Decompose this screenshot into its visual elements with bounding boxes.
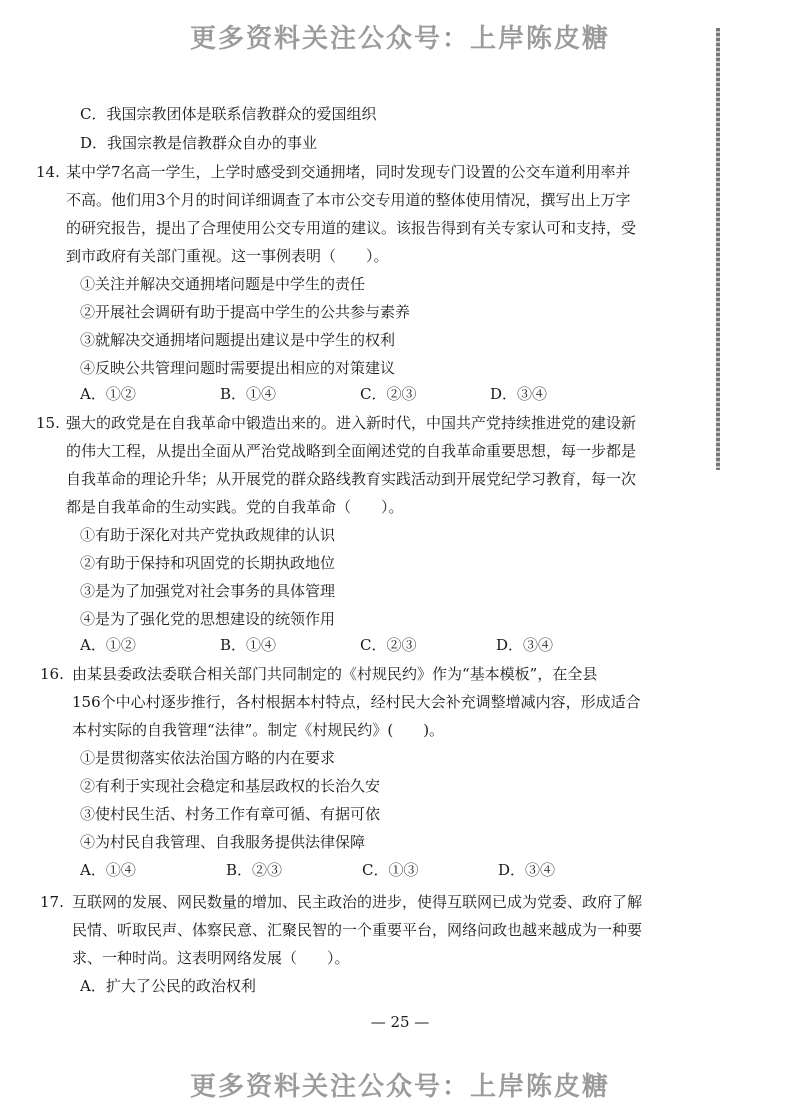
q14-option-c: C．②③ <box>360 385 417 403</box>
q14-statement-2: ②开展社会调研有助于提高中学生的公共参与素养 <box>80 303 411 321</box>
q16-option-b: B．②③ <box>226 861 283 879</box>
scan-edge-mark <box>716 28 720 470</box>
prev-option-c: C．我国宗教团体是联系信教群众的爱国组织 <box>80 105 377 123</box>
q14-statement-3: ③就解决交通拥堵问题提出建议是中学生的权利 <box>80 331 396 349</box>
q14-number: 14. <box>36 163 60 181</box>
watermark-bottom: 更多资料关注公众号：上岸陈皮糖 <box>189 1072 610 1102</box>
q14-statement-4: ④反映公共管理问题时需要提出相应的对策建议 <box>80 359 396 377</box>
q16-statement-3: ③使村民生活、村务工作有章可循、有据可依 <box>80 805 381 823</box>
q15-stem-line-2: 的伟大工程，从提出全面从严治党战略到全面阐述党的自我革命重要思想，每一步都是 <box>66 442 637 460</box>
q15-options <box>80 635 680 655</box>
q17-stem-line-2: 民情、听取民声、体察民意、汇聚民智的一个重要平台，网络问政也越来越成为一种要 <box>72 921 643 939</box>
q15-option-c: C．②③ <box>360 636 417 654</box>
q15-stem-line-4: 都是自我革命的生动实践。党的自我革命（ ）。 <box>66 498 404 516</box>
q16-option-c: C．①③ <box>362 861 419 879</box>
q17-stem-line-3: 求、一种时尚。这表明网络发展（ ）。 <box>72 949 350 967</box>
q15-stem-line-1: 强大的政党是在自我革命中锻造出来的。进入新时代，中国共产党持续推进党的建设新 <box>66 414 637 432</box>
q14-stem-line-4: 到市政府有关部门重视。这一事例表明（ ）。 <box>66 247 389 265</box>
prev-option-d: D．我国宗教是信教群众自办的事业 <box>80 134 318 152</box>
q16-option-d: D．③④ <box>498 861 556 879</box>
q16-options <box>80 860 680 880</box>
q15-statement-3: ③是为了加强党对社会事务的具体管理 <box>80 582 336 600</box>
q15-option-b: B．①④ <box>220 636 277 654</box>
q15-option-d: D．③④ <box>496 636 554 654</box>
q16-option-a: A．①④ <box>80 861 136 879</box>
q15-option-a: A．①② <box>80 636 136 654</box>
watermark-top: 更多资料关注公众号：上岸陈皮糖 <box>189 24 610 54</box>
q16-stem-line-1: 由某县委政法委联合相关部门共同制定的《村规民约》作为“基本模板”，在全县 <box>72 665 598 683</box>
q15-statement-1: ①有助于深化对共产党执政规律的认识 <box>80 526 336 544</box>
q14-stem-line-3: 的研究报告，提出了合理使用公交专用道的建议。该报告得到有关专家认可和支持，受 <box>66 219 637 237</box>
q14-option-d: D．③④ <box>490 385 548 403</box>
q14-options <box>80 384 680 404</box>
q16-statement-2: ②有利于实现社会稳定和基层政权的长治久安 <box>80 777 381 795</box>
q16-number: 16. <box>40 665 64 683</box>
q16-statement-1: ①是贯彻落实依法治国方略的内在要求 <box>80 749 336 767</box>
q15-number: 15. <box>36 414 60 432</box>
q16-stem-line-2: 156个中心村逐步推行，各村根据本村特点，经村民大会补充调整增减内容，形成适合 <box>72 693 641 711</box>
q15-statement-4: ④是为了强化党的思想建设的统领作用 <box>80 610 336 628</box>
q15-statement-2: ②有助于保持和巩固党的长期执政地位 <box>80 554 336 572</box>
q14-stem-line-1: 某中学7名高一学生，上学时感受到交通拥堵，同时发现专门设置的公交车道利用率并 <box>66 163 631 181</box>
q14-option-b: B．①④ <box>220 385 277 403</box>
q17-number: 17. <box>40 893 64 911</box>
q16-stem-line-3: 本村实际的自我管理“法律”。制定《村规民约》( )。 <box>72 721 445 739</box>
q14-stem-line-2: 不高。他们用3个月的时间详细调查了本市公交专用道的整体使用情况，撰写出上万字 <box>66 191 631 209</box>
q14-statement-1: ①关注并解决交通拥堵问题是中学生的责任 <box>80 275 366 293</box>
q14-option-a: A．①② <box>80 385 136 403</box>
q17-option-a: A．扩大了公民的政治权利 <box>80 977 256 995</box>
q15-stem-line-3: 自我革命的理论升华；从开展党的群众路线教育实践活动到开展党纪学习教育，每一次 <box>66 470 637 488</box>
page-number: — 25 — <box>370 1013 430 1031</box>
q17-stem-line-1: 互联网的发展、网民数量的增加、民主政治的进步，使得互联网已成为党委、政府了解 <box>72 893 643 911</box>
q16-statement-4: ④为村民自我管理、自我服务提供法律保障 <box>80 833 366 851</box>
